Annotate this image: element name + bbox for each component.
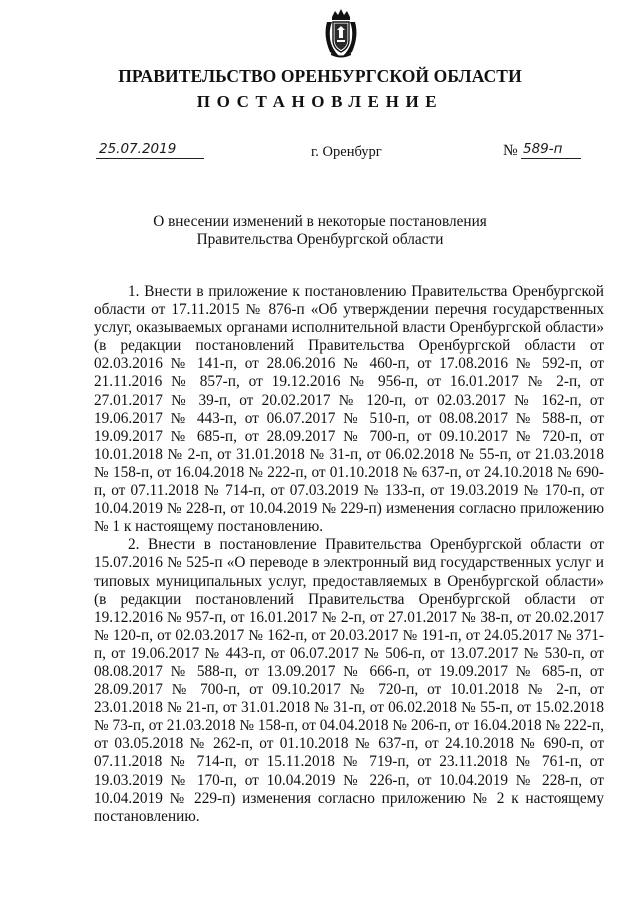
document-number: 589-п — [521, 140, 581, 159]
document-city: г. Оренбург — [311, 144, 382, 160]
document-type: ПОСТАНОВЛЕНИЕ — [196, 92, 444, 111]
document-number-label: № — [503, 142, 518, 159]
government-name: ПРАВИТЕЛЬСТВО ОРЕНБУРГСКОЙ ОБЛАСТИ — [118, 66, 522, 86]
document-body — [94, 283, 604, 826]
document-date: 25.07.2019 — [96, 140, 204, 159]
body-paragraph-2: 2. Внести в постановление Правительства Оренбургской области от 15.07.2016 № 525-п «О переводе в электронный вид государственных услуг и типовых муниципальных услуг, предоставляемых в Оренбургской области» (в редакции постановлений Правительства Оренбургской области от 19.12.2016 № 957-п, от 16.01.2017 № 2-п, от 27.01.2017 № 38-п, от 20.02.2017 № 120-п, от 02.03.2017 № 162-п, от 20.03.2017 № 191-п, от 24.05.2017 № 371-п, от 19.06.2017 № 443-п, от 06.07.2017 № 506-п, от 13.07.2017 № 530-п, от 08.08.2017 № 588-п, от 13.09.2017 № 666-п, от 19.09.2017 № 685-п, от 28.09.2017 № 700-п, от 09.10.2017 № 720-п, от 10.01.2018 № 2-п, от 23.01.2018 № 21-п, от 31.01.2018 № 31-п, от 06.02.2018 № 55-п, от 15.02.2018 № 73-п, от 21.03.2018 № 158-п, от 04.04.2018 № 206-п, от 16.04.2018 № 222-п, от 03.05.2018 № 262-п, от 01.10.2018 № 637-п, от 24.10.2018 № 690-п, от 07.11.2018 № 714-п, от 15.11.2018 № 719-п, от 23.11.2018 № 761-п, от 19.03.2019 № 170-п, от 10.04.2019 № 226-п, от 10.04.2019 № 228-п, от 10.04.2019 № 229-п) изменения согласно приложению № 2 к настоящему постановлению. — [94, 536, 604, 825]
document-title — [0, 213, 640, 249]
document-title-line2: Правительства Оренбургской области — [196, 231, 444, 248]
document-title-line1: О внесении изменений в некоторые постановления — [153, 213, 487, 230]
body-paragraph-1: 1. Внести в приложение к постановлению Правительства Оренбургской области от 17.11.2015 № 876-п «Об утверждении перечня государственных услуг, оказываемых органами исполнительной власти Оренбургской области» (в редакции постановлений Правительства Оренбургской области от 02.03.2016 № 141-п, от 28.06.2016 № 460-п, от 17.08.2016 № 592-п, от 21.11.2016 № 857-п, от 19.12.2016 № 956-п, от 16.01.2017 № 2-п, от 27.01.2017 № 39-п, от 20.02.2017 № 120-п, от 02.03.2017 № 162-п, от 19.06.2017 № 443-п, от 06.07.2017 № 510-п, от 08.08.2017 № 588-п, от 19.09.2017 № 685-п, от 28.09.2017 № 700-п, от 09.10.2017 № 720-п, от 10.01.2018 № 2-п, от 31.01.2018 № 31-п, от 06.02.2018 № 55-п, от 21.03.2018 № 158-п, от 16.04.2018 № 222-п, от 01.10.2018 № 637-п, от 24.10.2018 № 690-п, от 07.11.2018 № 714-п, от 07.03.2019 № 133-п, от 19.03.2019 № 170-п, от 10.04.2019 № 228-п, от 10.04.2019 № 229-п) изменения согласно приложению № 1 к настоящему постановлению. — [94, 283, 604, 536]
coat-of-arms-icon — [322, 8, 360, 58]
